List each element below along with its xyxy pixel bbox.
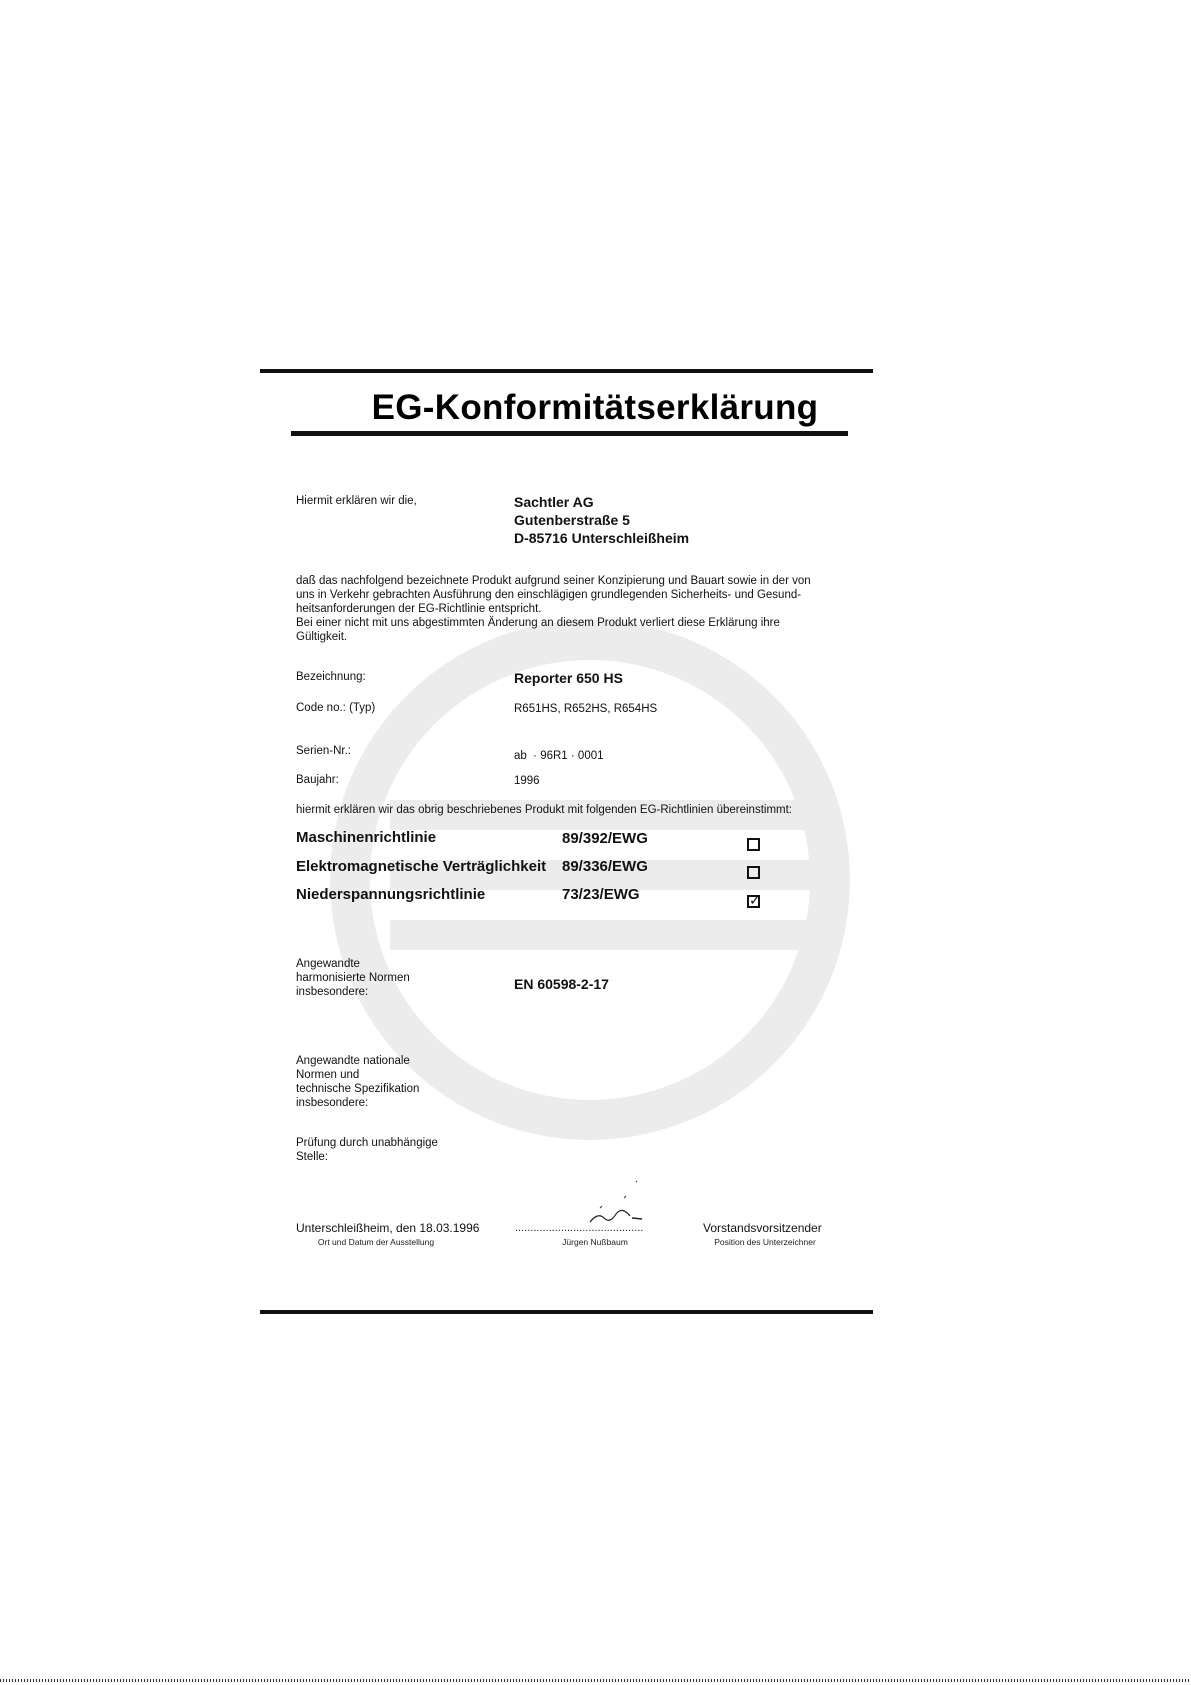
title-underline (291, 431, 848, 436)
label-line: Stelle: (296, 1151, 328, 1163)
paragraph-line: uns in Verkehr gebrachten Ausführung den einschlägigen grundlegenden Sicherheits- und Gesund- (296, 589, 802, 601)
place-date-caption: Ort und Datum der Ausstellung (317, 1237, 435, 1247)
declarant-intro: Hiermit erklären wir die, (296, 495, 417, 507)
paragraph-line: heitsanforderungen der EG-Richtlinie entspricht. (296, 603, 542, 615)
designation-value: Reporter 650 HS (514, 670, 623, 686)
company-street: Gutenberstraße 5 (514, 512, 630, 528)
company-city: D-85716 Unterschleißheim (514, 530, 690, 546)
place-date: Unterschleißheim, den 18.03.1996 (296, 1221, 480, 1235)
paragraph-line: Bei einer nicht mit uns abgestimmten Änderung an diesem Produkt verliert diese Erklärung ihre (296, 617, 780, 629)
testing-label (296, 1136, 438, 1164)
directive-code: 89/336/EWG (562, 858, 648, 875)
bottom-rule (260, 1310, 873, 1314)
directive-code: 89/392/EWG (562, 830, 648, 847)
directive-name: Maschinenrichtlinie (296, 829, 437, 846)
harmonized-label (296, 957, 410, 999)
harmonized-value: EN 60598-2-17 (514, 976, 609, 992)
directive-checkbox[interactable] (747, 866, 760, 879)
year-label: Baujahr: (296, 774, 339, 786)
declarant-block (514, 493, 689, 547)
serial-value: ab · 96R1 · 0001 (514, 750, 604, 762)
directive-code: 73/23/EWG (562, 886, 640, 903)
label-line: Normen und (296, 1069, 360, 1081)
label-line: Prüfung durch unabhängige (296, 1137, 438, 1149)
directive-name: Elektromagnetische Verträglichkeit (296, 858, 547, 875)
label-line: insbesondere: (296, 1097, 369, 1109)
label-line: Angewandte (296, 958, 360, 970)
paragraph-line: daß das nachfolgend bezeichnete Produkt aufgrund seiner Konzipierung und Bauart sowie in der von (296, 575, 811, 587)
label-line: technische Spezifikation (296, 1083, 420, 1095)
signer-position: Vorstandsvorsitzender (703, 1221, 822, 1235)
page-title: EG-Konformitätserklärung (371, 388, 819, 427)
scan-edge (0, 1679, 1191, 1682)
label-line: insbesondere: (296, 986, 369, 998)
paragraph-line: Gültigkeit. (296, 631, 348, 643)
top-rule (260, 369, 873, 373)
code-label: Code no.: (Typ) (296, 702, 376, 714)
checkmark-icon: ✓ (749, 892, 761, 908)
code-value: R651HS, R652HS, R654HS (514, 703, 658, 715)
declaration-paragraph (296, 574, 876, 644)
year-value: 1996 (514, 775, 540, 787)
signer-name: Jürgen Nußbaum (562, 1237, 628, 1247)
label-line: harmonisierte Normen (296, 972, 410, 984)
signature-line: .......................................... (515, 1222, 644, 1234)
directives-intro: hiermit erklären wir das obrig beschriebenes Produkt mit folgenden EG-Richtlinien übereinstimmt: (296, 804, 792, 816)
directive-name: Niederspannungsrichtlinie (296, 886, 486, 903)
national-label (296, 1054, 419, 1110)
directive-checkbox-checked[interactable] (747, 892, 761, 908)
directive-checkbox[interactable] (747, 838, 760, 851)
designation-label: Bezeichnung: (296, 671, 366, 683)
serial-label: Serien-Nr.: (296, 745, 351, 757)
position-caption: Position des Unterzeichner (714, 1237, 816, 1247)
handwritten-signature (580, 1178, 660, 1228)
label-line: Angewandte nationale (296, 1055, 410, 1067)
company-name: Sachtler AG (514, 494, 594, 510)
